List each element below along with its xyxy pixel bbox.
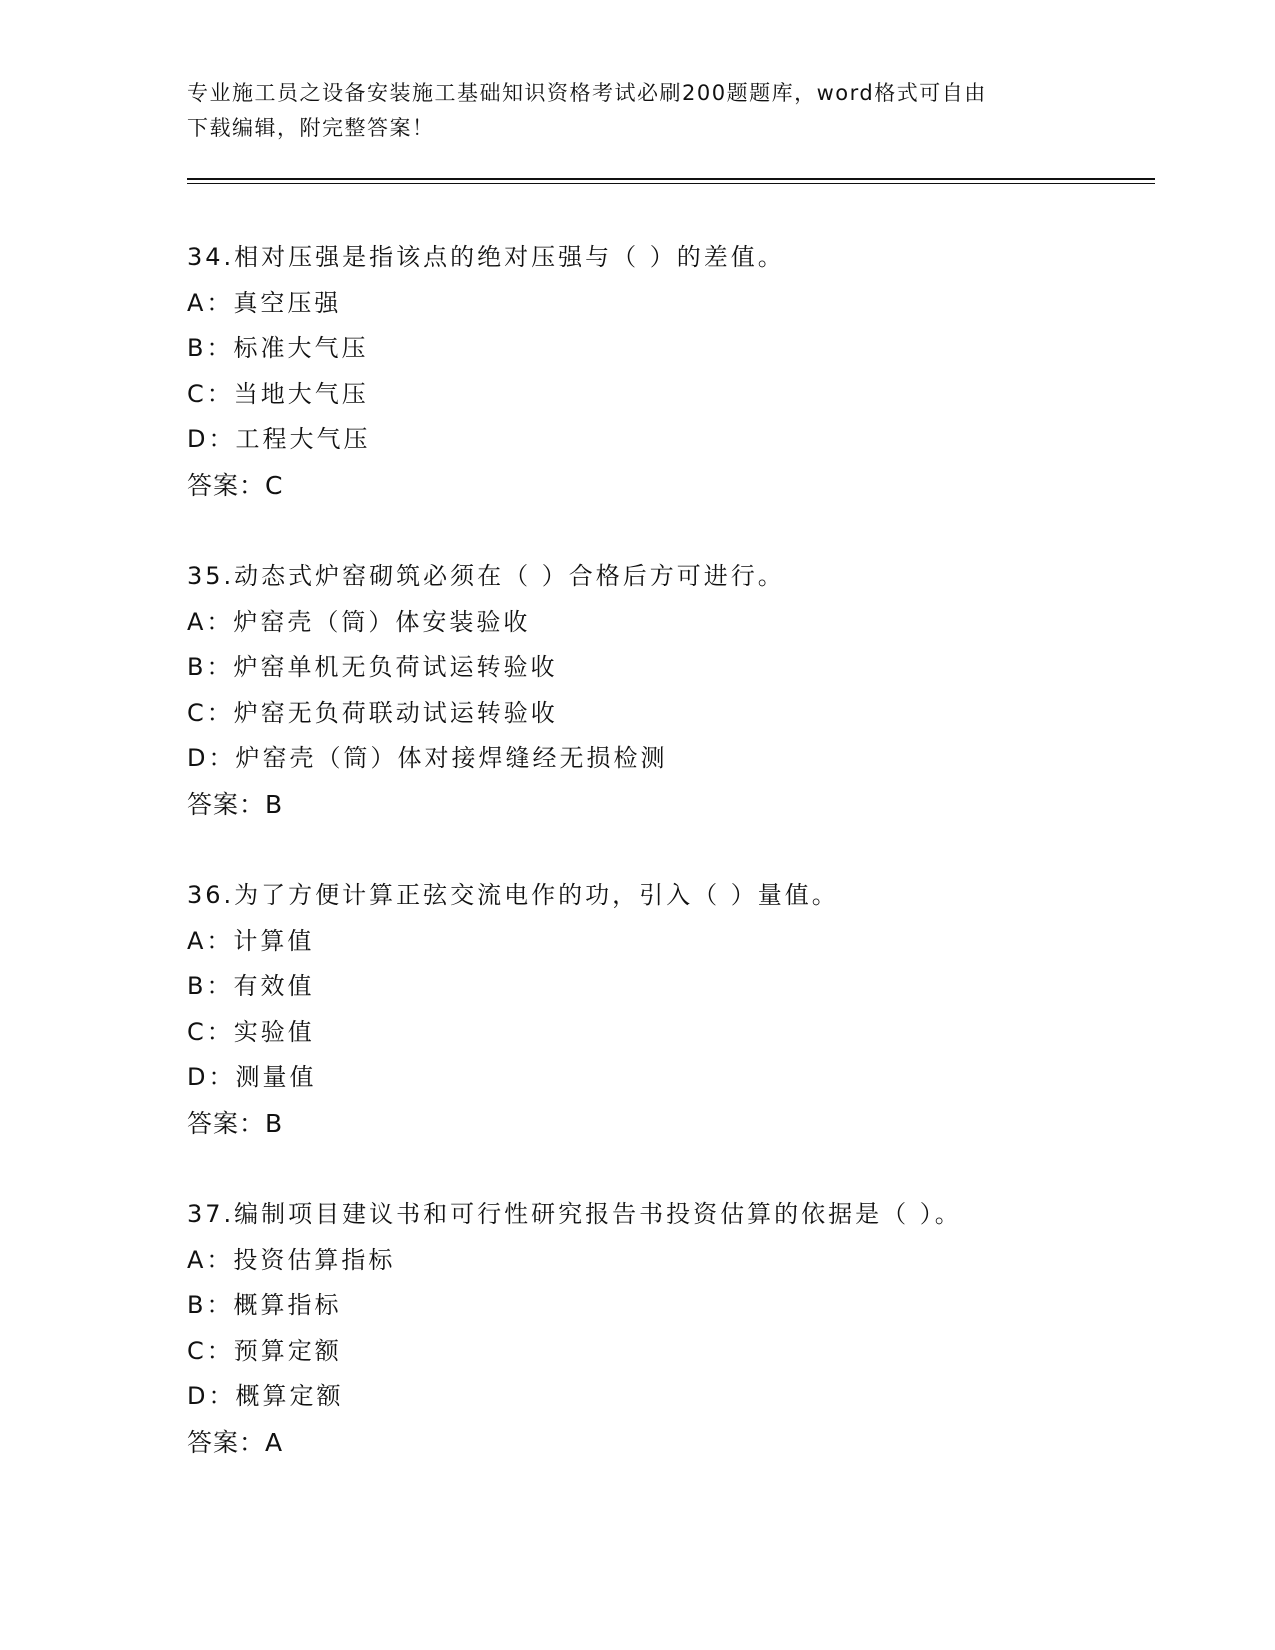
question-title: 37.编制项目建议书和可行性研究报告书投资估算的依据是（ ）。 xyxy=(187,1200,962,1228)
option-d: D：概算定额 xyxy=(187,1382,344,1410)
option-a: A：计算值 xyxy=(187,926,315,955)
header-divider-bottom xyxy=(187,183,1155,185)
question-35 xyxy=(187,554,1147,827)
question-title: 36.为了方便计算正弦交流电作的功，引入（ ）量值。 xyxy=(187,881,839,909)
question-title: 34.相对压强是指该点的绝对压强与（ ）的差值。 xyxy=(187,243,785,271)
option-d: D：测量值 xyxy=(187,1063,317,1091)
question-37 xyxy=(187,1192,1147,1465)
option-c: C：预算定额 xyxy=(187,1336,342,1365)
question-36 xyxy=(187,873,1147,1146)
option-c: C：实验值 xyxy=(187,1017,315,1046)
answer: 答案：B xyxy=(187,789,284,819)
option-b: B：概算指标 xyxy=(187,1291,342,1319)
option-c: C：炉窑无负荷联动试运转验收 xyxy=(187,698,558,727)
option-b: B：炉窑单机无负荷试运转验收 xyxy=(187,653,558,681)
answer: 答案：A xyxy=(187,1427,284,1457)
option-a: A：投资估算指标 xyxy=(187,1245,396,1274)
answer: 答案：C xyxy=(187,470,284,500)
answer: 答案：B xyxy=(187,1108,284,1138)
question-34 xyxy=(187,235,1147,508)
option-b: B：有效值 xyxy=(187,972,315,1000)
document-header: 专业施工员之设备安装施工基础知识资格考试必刷200题题库，word格式可自由 下载编辑，附完整答案！ xyxy=(187,81,987,140)
option-c: C：当地大气压 xyxy=(187,379,369,408)
header-divider-top xyxy=(187,178,1155,180)
option-a: A：炉窑壳（筒）体安装验收 xyxy=(187,607,531,636)
option-b: B：标准大气压 xyxy=(187,334,369,362)
question-title: 35.动态式炉窑砌筑必须在（ ）合格后方可进行。 xyxy=(187,562,785,590)
option-d: D：工程大气压 xyxy=(187,425,371,453)
option-a: A：真空压强 xyxy=(187,288,342,317)
option-d: D：炉窑壳（筒）体对接焊缝经无损检测 xyxy=(187,744,668,772)
